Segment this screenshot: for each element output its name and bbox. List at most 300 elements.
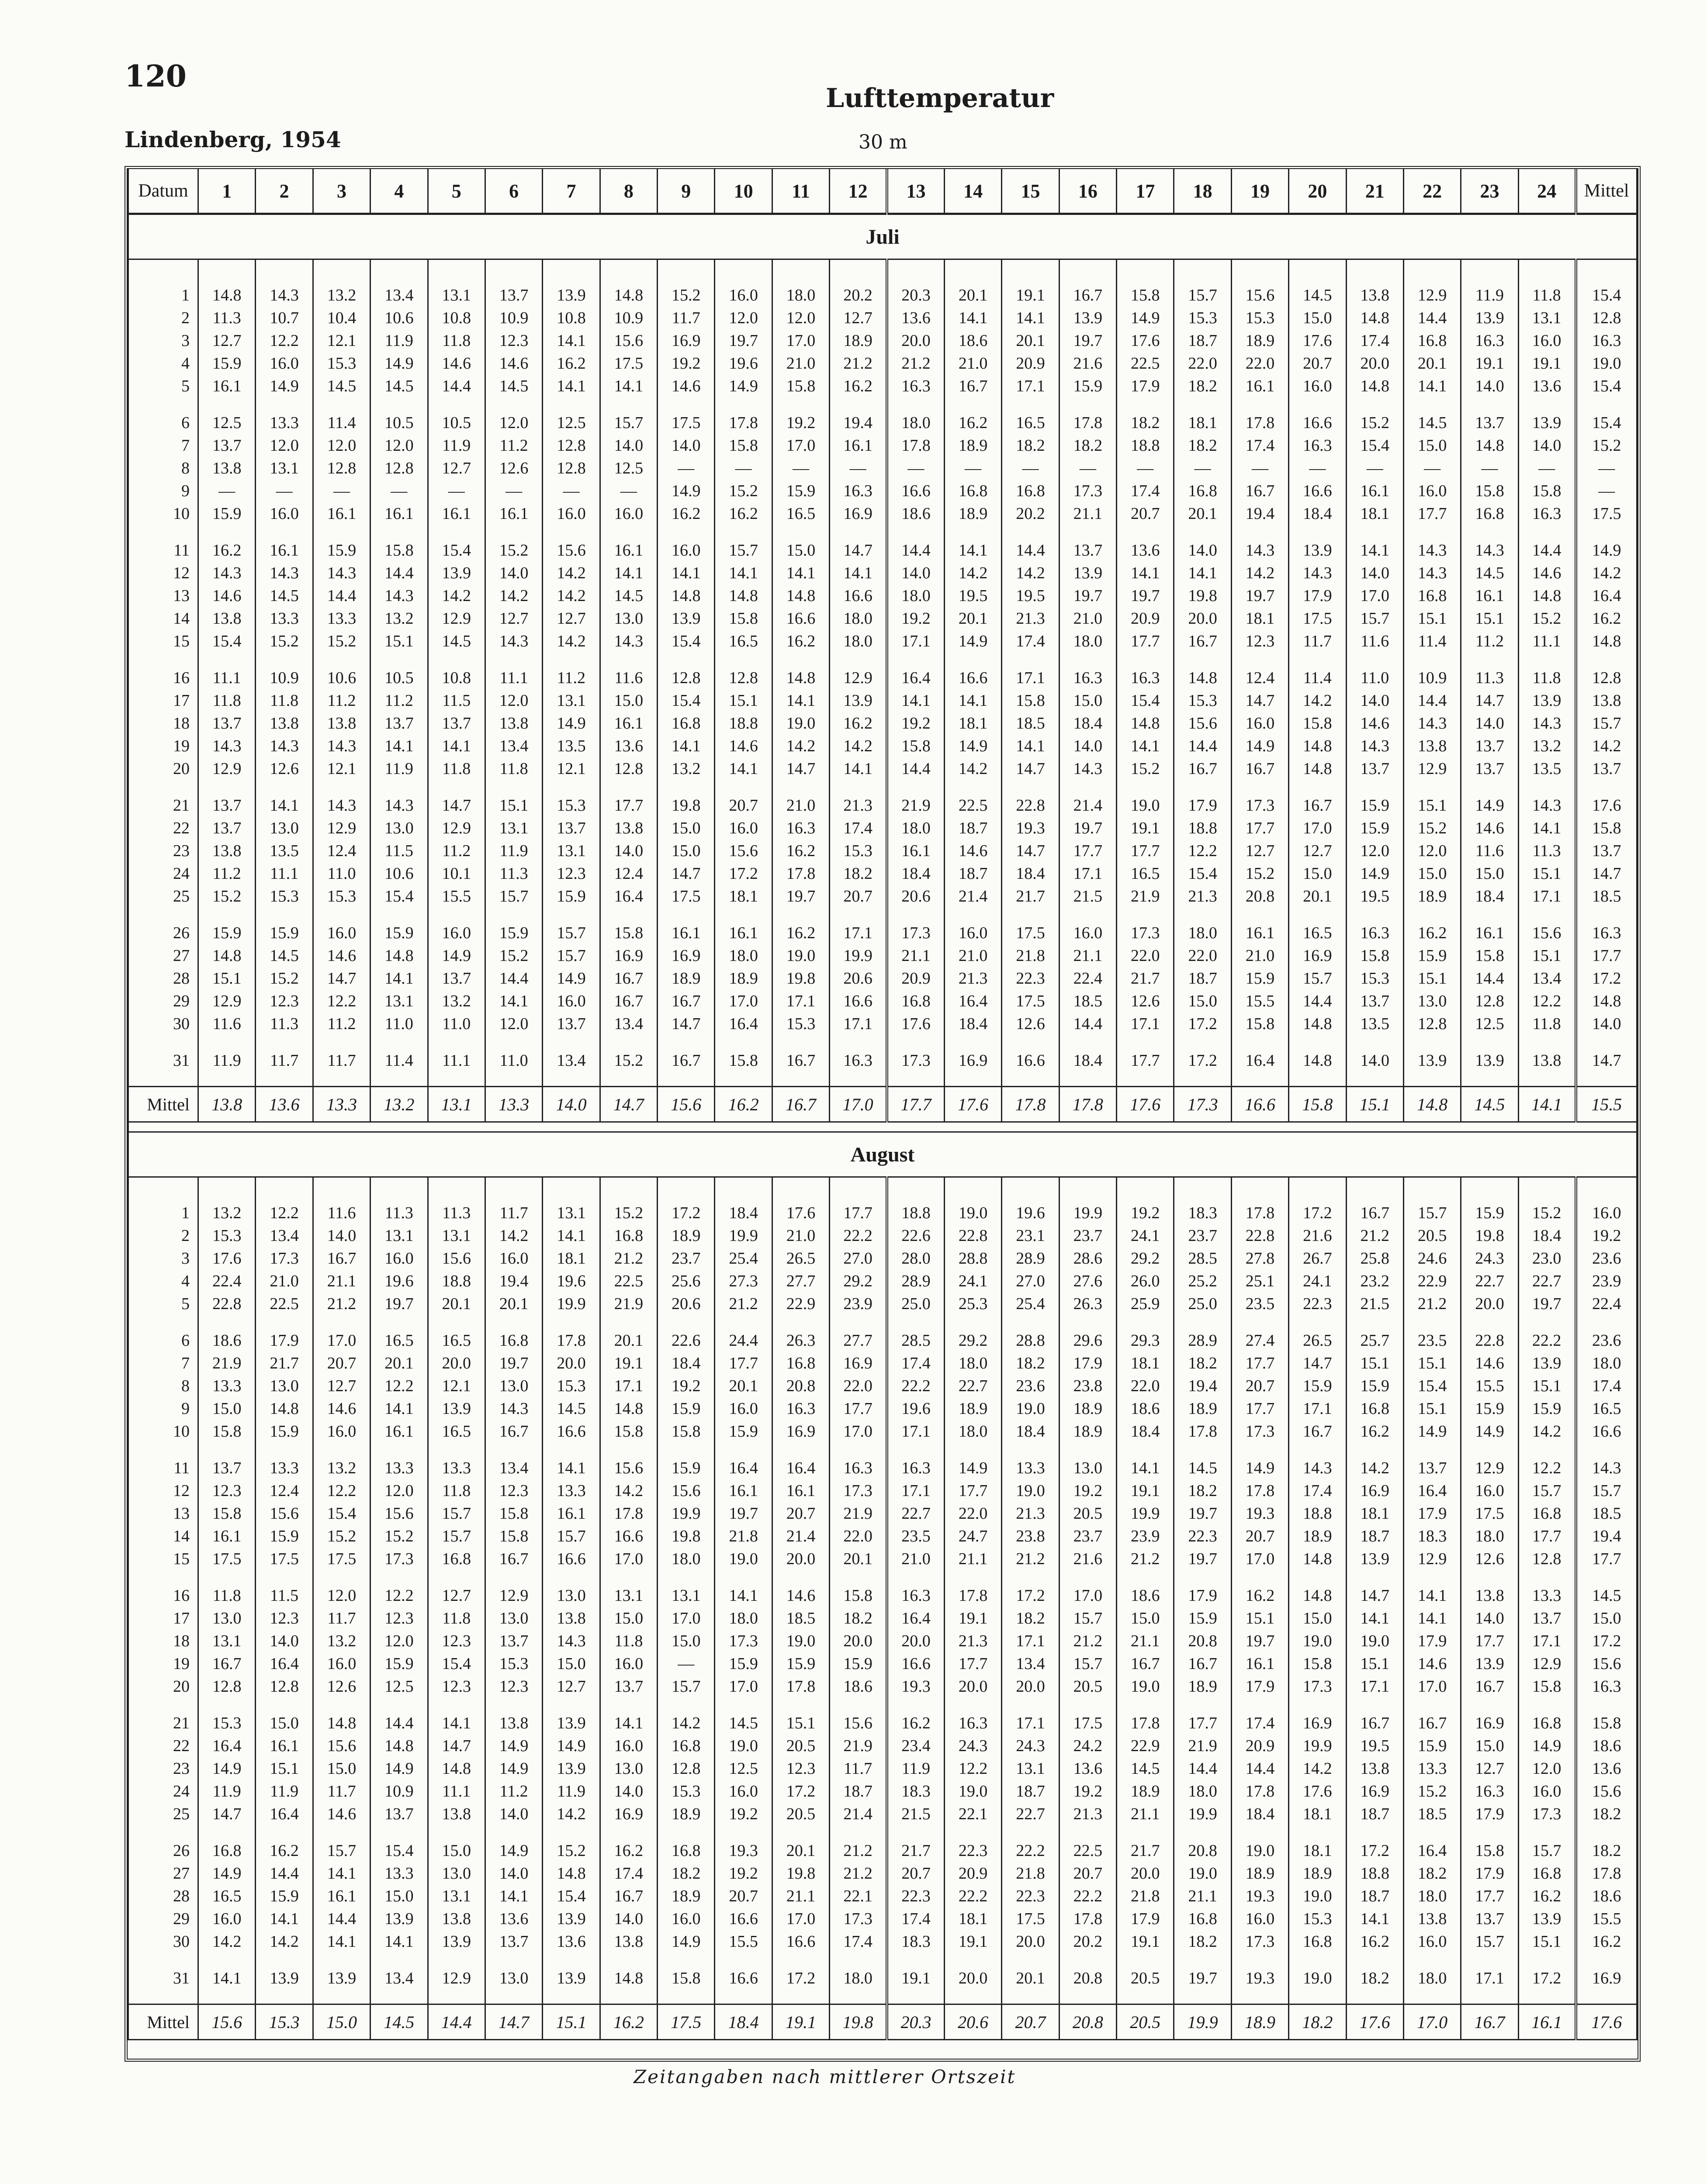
hourly-value-cell: 22.1 [830,1885,887,1908]
hourly-value-cell: 17.2 [772,1780,829,1803]
hourly-value-cell: 17.8 [1174,1420,1231,1443]
hourly-value-cell: 16.6 [772,607,829,630]
hourly-value-cell: 12.2 [370,1584,428,1607]
hourly-value-cell: 19.3 [887,1675,944,1698]
hourly-value-cell: 17.1 [887,1420,944,1443]
daily-mean-cell: 16.2 [1576,607,1637,630]
hourly-value-cell: 16.6 [1289,411,1346,434]
hourly-value-cell: 12.7 [428,457,485,480]
hourly-value-cell: 16.4 [772,1457,829,1479]
hourly-value-cell: 14.3 [1403,712,1461,735]
hourly-value-cell: 26.0 [1117,1270,1174,1292]
date-cell: 29 [128,990,198,1013]
hourly-value-cell: 17.5 [198,1548,256,1570]
hourly-value-cell: 16.2 [1231,1584,1288,1607]
hourly-value-cell: 19.3 [1231,1967,1288,1990]
hourly-value-cell: 16.1 [1461,922,1518,944]
hourly-value-cell: 12.0 [1518,1757,1575,1780]
hourly-value-cell: 15.2 [256,630,313,653]
hourly-value-cell: 15.3 [256,885,313,908]
hourly-value-cell: 10.7 [256,307,313,329]
hourly-value-cell: 17.4 [1002,630,1059,653]
hourly-value-cell: 19.0 [715,1735,772,1757]
hourly-value-cell: 19.0 [1174,1862,1231,1885]
hourly-value-cell: 13.4 [1518,967,1575,990]
hourly-value-cell: 27.0 [830,1247,887,1270]
hourly-value-cell: 15.3 [485,1652,542,1675]
hourly-value-cell: 15.2 [485,539,542,562]
hourly-value-cell: 17.5 [1002,922,1059,944]
hourly-value-cell: 16.2 [715,502,772,525]
hourly-value-cell: 13.1 [658,1584,715,1607]
hourly-value-cell: 14.9 [1346,862,1403,885]
hourly-value-cell: 20.6 [658,1292,715,1315]
table-row [128,1329,1637,1352]
mean-value-cell: 17.5 [658,2004,715,2040]
hourly-value-cell: 11.8 [1518,1013,1575,1035]
mean-value-cell: 18.4 [715,2004,772,2040]
hourly-value-cell: 13.3 [370,1862,428,1885]
table-row [128,1908,1637,1930]
hourly-value-cell: — [715,457,772,480]
hourly-value-cell: 15.6 [830,1712,887,1735]
date-cell: 9 [128,1397,198,1420]
hourly-value-cell: 12.1 [428,1375,485,1397]
hourly-value-cell: 16.4 [715,1013,772,1035]
mean-value-cell: 13.8 [198,1087,256,1122]
hourly-value-cell: 12.3 [428,1675,485,1698]
hourly-value-cell: 15.1 [1518,1930,1575,1953]
daily-mean-cell: 15.2 [1576,434,1637,457]
hourly-value-cell: 17.6 [1289,1780,1346,1803]
hourly-value-cell: 14.4 [1059,1013,1116,1035]
daily-mean-cell: 15.4 [1576,411,1637,434]
hourly-value-cell: 14.4 [1174,735,1231,757]
hourly-value-cell: 14.6 [485,352,542,375]
hourly-value-cell: 21.2 [1346,1224,1403,1247]
hourly-value-cell: 15.0 [1117,1607,1174,1630]
hourly-value-cell: 20.7 [830,885,887,908]
hourly-value-cell: 17.4 [1231,434,1288,457]
hourly-value-cell: 17.0 [772,1908,829,1930]
hourly-value-cell: 17.8 [1117,1712,1174,1735]
hourly-value-cell: 17.0 [658,1607,715,1630]
hourly-value-cell: 14.9 [658,1930,715,1953]
hourly-value-cell: 13.8 [543,1607,600,1630]
hourly-value-cell: 19.6 [1002,1202,1059,1224]
table-row [128,689,1637,712]
hourly-value-cell: 13.9 [1518,1352,1575,1375]
hourly-value-cell: 16.7 [1231,480,1288,502]
hourly-value-cell: 19.7 [1117,584,1174,607]
hourly-value-cell: — [370,480,428,502]
hourly-value-cell: 14.5 [485,375,542,397]
hourly-value-cell: 15.0 [600,1607,657,1630]
mean-value-cell: 16.7 [772,1087,829,1122]
hourly-value-cell: 13.7 [543,817,600,840]
hourly-value-cell: 15.0 [1461,1735,1518,1757]
hourly-value-cell: 13.1 [485,817,542,840]
hourly-value-cell: 21.0 [944,944,1001,967]
hourly-value-cell: 13.5 [543,735,600,757]
hourly-value-cell: 20.5 [1059,1502,1116,1525]
table-row [128,1735,1637,1757]
hourly-value-cell: 22.4 [198,1270,256,1292]
hourly-value-cell: 14.2 [1518,1420,1575,1443]
hourly-value-cell: 11.9 [256,1780,313,1803]
hourly-value-cell: 13.0 [428,1862,485,1885]
hourly-value-cell: 13.8 [600,817,657,840]
hourly-value-cell: 14.0 [1346,562,1403,584]
hourly-value-cell: 15.3 [1346,967,1403,990]
hourly-value-cell: 12.1 [313,757,370,780]
hourly-value-cell: 19.2 [1117,1202,1174,1224]
hourly-value-cell: 13.2 [658,757,715,780]
hourly-value-cell: 21.0 [772,794,829,817]
daily-mean-cell: 18.5 [1576,885,1637,908]
hourly-value-cell: 17.8 [772,1675,829,1698]
hourly-value-cell: 14.9 [944,735,1001,757]
hourly-value-cell: 18.5 [1059,990,1116,1013]
hourly-value-cell: 22.2 [1002,1839,1059,1862]
hourly-value-cell: 15.0 [1403,862,1461,885]
hourly-value-cell: 19.7 [1231,584,1288,607]
hourly-value-cell: — [1174,457,1231,480]
hourly-value-cell: 17.7 [1059,840,1116,862]
hourly-value-cell: 21.1 [313,1270,370,1292]
hourly-value-cell: 21.9 [887,794,944,817]
hourly-value-cell: 17.3 [1117,922,1174,944]
hourly-value-cell: 12.2 [313,1479,370,1502]
hourly-value-cell: 11.0 [1346,667,1403,689]
hourly-value-cell: 16.1 [370,1420,428,1443]
hourly-value-cell: 14.1 [1518,817,1575,840]
hourly-value-cell: 12.8 [1461,990,1518,1013]
hourly-value-cell: 20.5 [772,1735,829,1757]
hourly-value-cell: 22.4 [1059,967,1116,990]
hourly-value-cell: 21.6 [1289,1224,1346,1247]
hourly-value-cell: 20.1 [1289,885,1346,908]
hourly-value-cell: 17.0 [1231,1548,1288,1570]
hourly-value-cell: 14.1 [313,1862,370,1885]
hourly-value-cell: 14.2 [428,584,485,607]
hourly-value-cell: 11.1 [256,862,313,885]
hourly-value-cell: 16.4 [887,1607,944,1630]
hourly-value-cell: 16.2 [830,375,887,397]
hourly-value-cell: 18.2 [1002,434,1059,457]
hourly-value-cell: 17.4 [1289,1479,1346,1502]
hourly-value-cell: 17.8 [1231,1780,1288,1803]
hourly-value-cell: 13.1 [428,1885,485,1908]
hourly-value-cell: 12.0 [313,1584,370,1607]
hourly-value-cell: 16.2 [830,712,887,735]
hourly-value-cell: 14.2 [1346,1457,1403,1479]
station-label: Lindenberg, 1954 [125,127,341,152]
mean-value-cell: 20.7 [1002,2004,1059,2040]
hourly-value-cell: 18.1 [543,1247,600,1270]
hourly-value-cell: 11.7 [313,1780,370,1803]
mean-row-label: Mittel [128,2004,198,2040]
hourly-value-cell: 20.1 [370,1352,428,1375]
hourly-value-cell: 11.8 [428,757,485,780]
hourly-value-cell: 19.7 [1174,1502,1231,1525]
mean-value-cell: 14.1 [1518,1087,1575,1122]
hourly-value-cell: 15.2 [658,284,715,307]
hourly-value-cell: 19.9 [543,1292,600,1315]
hourly-value-cell: 16.9 [1289,944,1346,967]
hourly-value-cell: 14.2 [830,735,887,757]
hourly-value-cell: 13.5 [256,840,313,862]
hourly-value-cell: 13.6 [543,1930,600,1953]
hourly-value-cell: 13.0 [600,1757,657,1780]
hourly-value-cell: 14.8 [772,584,829,607]
hourly-value-cell: 16.1 [600,539,657,562]
hourly-value-cell: 24.1 [1289,1270,1346,1292]
column-header-hour: 16 [1059,169,1116,214]
hourly-value-cell: 15.1 [1403,607,1461,630]
hourly-value-cell: 12.2 [370,1375,428,1397]
hourly-value-cell: 16.1 [887,840,944,862]
hourly-value-cell: 18.0 [887,817,944,840]
hourly-value-cell: 13.2 [198,1202,256,1224]
hourly-value-cell: 15.2 [1403,817,1461,840]
hourly-value-cell: 14.4 [313,1908,370,1930]
hourly-value-cell: 12.7 [543,1675,600,1698]
hourly-value-cell: 12.8 [1403,1013,1461,1035]
hourly-value-cell: 22.3 [944,1839,1001,1862]
hourly-value-cell: 14.1 [887,689,944,712]
hourly-value-cell: 18.4 [1059,1049,1116,1072]
date-cell: 14 [128,1525,198,1548]
hourly-value-cell: 17.1 [1117,1013,1174,1035]
hourly-value-cell: 14.9 [256,375,313,397]
hourly-value-cell: 16.6 [830,584,887,607]
daily-mean-cell: 17.7 [1576,944,1637,967]
table-row [128,411,1637,434]
hourly-value-cell: 16.7 [658,990,715,1013]
hourly-value-cell: 21.4 [830,1803,887,1825]
hourly-value-cell: 20.1 [1403,352,1461,375]
hourly-value-cell: 19.6 [887,1397,944,1420]
hourly-value-cell: 15.9 [1461,1202,1518,1224]
hourly-value-cell: 21.1 [1117,1630,1174,1652]
hourly-value-cell: 16.4 [198,1735,256,1757]
hourly-value-cell: 18.9 [830,329,887,352]
hourly-value-cell: 14.8 [1518,584,1575,607]
hourly-value-cell: 16.7 [1174,630,1231,653]
date-cell: 7 [128,434,198,457]
hourly-value-cell: 14.7 [198,1803,256,1825]
hourly-value-cell: 14.1 [1117,735,1174,757]
hourly-value-cell: 12.9 [428,817,485,840]
hourly-value-cell: 21.5 [887,1803,944,1825]
hourly-value-cell: 13.3 [1403,1757,1461,1780]
hourly-value-cell: 13.8 [485,712,542,735]
hourly-value-cell: 13.9 [256,1967,313,1990]
hourly-value-cell: 21.7 [1002,885,1059,908]
hourly-value-cell: 16.0 [256,352,313,375]
hourly-value-cell: 13.9 [658,607,715,630]
hourly-value-cell: 15.6 [658,1479,715,1502]
hourly-value-cell: — [1059,457,1116,480]
hourly-value-cell: 14.0 [485,562,542,584]
hourly-value-cell: 17.0 [1403,1675,1461,1698]
hourly-value-cell: 15.9 [313,539,370,562]
hourly-value-cell: 14.4 [887,757,944,780]
hourly-value-cell: 16.4 [1403,1839,1461,1862]
daily-mean-cell: 23.6 [1576,1247,1637,1270]
hourly-value-cell: 16.4 [715,1457,772,1479]
hourly-value-cell: 21.0 [1231,944,1288,967]
daily-mean-cell: 16.6 [1576,1420,1637,1443]
hourly-value-cell: 17.2 [1174,1013,1231,1035]
hourly-value-cell: 17.3 [1518,1803,1575,1825]
hourly-value-cell: 13.7 [198,817,256,840]
table-row [128,1930,1637,1953]
hourly-value-cell: 18.9 [1231,329,1288,352]
hourly-value-cell: 12.5 [715,1757,772,1780]
hourly-value-cell: 14.1 [772,562,829,584]
hourly-value-cell: 23.5 [1231,1292,1288,1315]
hourly-value-cell: 14.9 [1117,307,1174,329]
hourly-value-cell: 18.2 [1002,1607,1059,1630]
hourly-value-cell: 16.0 [1403,480,1461,502]
hourly-value-cell: 24.3 [1461,1247,1518,1270]
hourly-value-cell: 15.5 [428,885,485,908]
hourly-value-cell: 15.6 [715,840,772,862]
hourly-value-cell: 28.8 [944,1247,1001,1270]
hourly-value-cell: 16.3 [1059,667,1116,689]
hourly-value-cell: 19.9 [658,1502,715,1525]
hourly-value-cell: 18.8 [887,1202,944,1224]
hourly-value-cell: 12.2 [1518,990,1575,1013]
hourly-value-cell: 14.1 [600,1712,657,1735]
hourly-value-cell: 18.7 [1346,1803,1403,1825]
hourly-value-cell: 22.6 [887,1224,944,1247]
hourly-value-cell: 16.0 [198,1908,256,1930]
hourly-value-cell: 23.9 [830,1292,887,1315]
hourly-value-cell: 12.7 [1231,840,1288,862]
date-cell: 9 [128,480,198,502]
hourly-value-cell: 19.8 [658,794,715,817]
hourly-value-cell: 15.6 [543,539,600,562]
hourly-value-cell: 18.9 [1289,1862,1346,1885]
hourly-value-cell: 16.1 [428,502,485,525]
hourly-value-cell: 23.6 [1002,1375,1059,1397]
mean-value-cell: 14.8 [1403,1087,1461,1122]
hourly-value-cell: 14.7 [1231,689,1288,712]
hourly-value-cell: 21.8 [1002,1862,1059,1885]
hourly-value-cell: 19.9 [1174,1803,1231,1825]
column-header-hour: 15 [1002,169,1059,214]
hourly-value-cell: 13.9 [1518,689,1575,712]
hourly-value-cell: 14.9 [198,1862,256,1885]
hourly-value-cell: 15.1 [1403,1397,1461,1420]
hourly-value-cell: 14.3 [256,735,313,757]
mean-value-cell: 14.4 [428,2004,485,2040]
hourly-value-cell: 15.8 [658,1967,715,1990]
table-row [128,1202,1637,1224]
hourly-value-cell: 14.0 [600,1908,657,1930]
hourly-value-cell: 22.8 [1231,1224,1288,1247]
daily-mean-cell: 19.2 [1576,1224,1637,1247]
hourly-value-cell: 17.9 [1117,1908,1174,1930]
daily-mean-cell: 15.7 [1576,712,1637,735]
hourly-value-cell: 16.0 [370,1247,428,1270]
hourly-value-cell: 11.9 [428,434,485,457]
hourly-value-cell: 13.9 [543,1712,600,1735]
hourly-value-cell: 17.4 [830,1930,887,1953]
table-row [128,375,1637,397]
hourly-value-cell: 18.0 [887,411,944,434]
hourly-value-cell: 21.1 [1117,1803,1174,1825]
hourly-value-cell: 12.5 [600,457,657,480]
hourly-value-cell: 12.8 [600,757,657,780]
hourly-value-cell: 18.4 [715,1202,772,1224]
column-header-hour: 6 [485,169,542,214]
hourly-value-cell: 24.6 [1403,1247,1461,1270]
hourly-value-cell: 16.0 [485,1247,542,1270]
hourly-value-cell: 14.3 [1289,562,1346,584]
mean-value-cell: 17.0 [830,1087,887,1122]
hourly-value-cell: 20.0 [1461,1292,1518,1315]
hourly-value-cell: 26.5 [772,1247,829,1270]
column-header-hour: 21 [1346,169,1403,214]
hourly-value-cell: 25.9 [1117,1292,1174,1315]
hourly-value-cell: 16.7 [600,1885,657,1908]
hourly-value-cell: 14.9 [944,630,1001,653]
hourly-value-cell: 14.3 [1403,562,1461,584]
hourly-value-cell: 14.4 [887,539,944,562]
hourly-value-cell: 15.3 [1174,307,1231,329]
table-row [128,1013,1637,1035]
daily-mean-cell: — [1576,480,1637,502]
hourly-value-cell: 17.5 [313,1548,370,1570]
hourly-value-cell: 20.9 [1231,1735,1288,1757]
table-row [128,352,1637,375]
daily-mean-cell: 14.0 [1576,1013,1637,1035]
hourly-value-cell: 20.7 [313,1352,370,1375]
mean-value-cell: 19.8 [830,2004,887,2040]
daily-mean-cell: 15.5 [1576,1908,1637,1930]
hourly-value-cell: 13.7 [1461,1908,1518,1930]
mean-value-cell: 20.5 [1117,2004,1174,2040]
hourly-value-cell: 16.0 [1059,922,1116,944]
hourly-value-cell: 16.9 [600,1803,657,1825]
hourly-value-cell: 14.3 [1059,757,1116,780]
hourly-value-cell: 20.0 [1346,352,1403,375]
hourly-value-cell: 18.9 [944,434,1001,457]
hourly-value-cell: 17.7 [1461,1885,1518,1908]
column-header-hour: 19 [1231,169,1288,214]
hourly-value-cell: 20.8 [772,1375,829,1397]
hourly-value-cell: 16.9 [600,944,657,967]
hourly-value-cell: 16.1 [198,1525,256,1548]
hourly-value-cell: 18.6 [1117,1584,1174,1607]
hourly-value-cell: 13.7 [428,967,485,990]
hourly-value-cell: 21.2 [830,352,887,375]
hourly-value-cell: 15.9 [830,1652,887,1675]
hourly-value-cell: 11.2 [485,434,542,457]
hourly-value-cell: 11.6 [313,1202,370,1224]
hourly-value-cell: 21.3 [830,794,887,817]
hourly-value-cell: 22.8 [1002,794,1059,817]
hourly-value-cell: 14.2 [543,630,600,653]
hourly-value-cell: 22.5 [600,1270,657,1292]
hourly-value-cell: 16.4 [256,1652,313,1675]
hourly-value-cell: 16.4 [600,885,657,908]
hourly-value-cell: 16.2 [1403,922,1461,944]
